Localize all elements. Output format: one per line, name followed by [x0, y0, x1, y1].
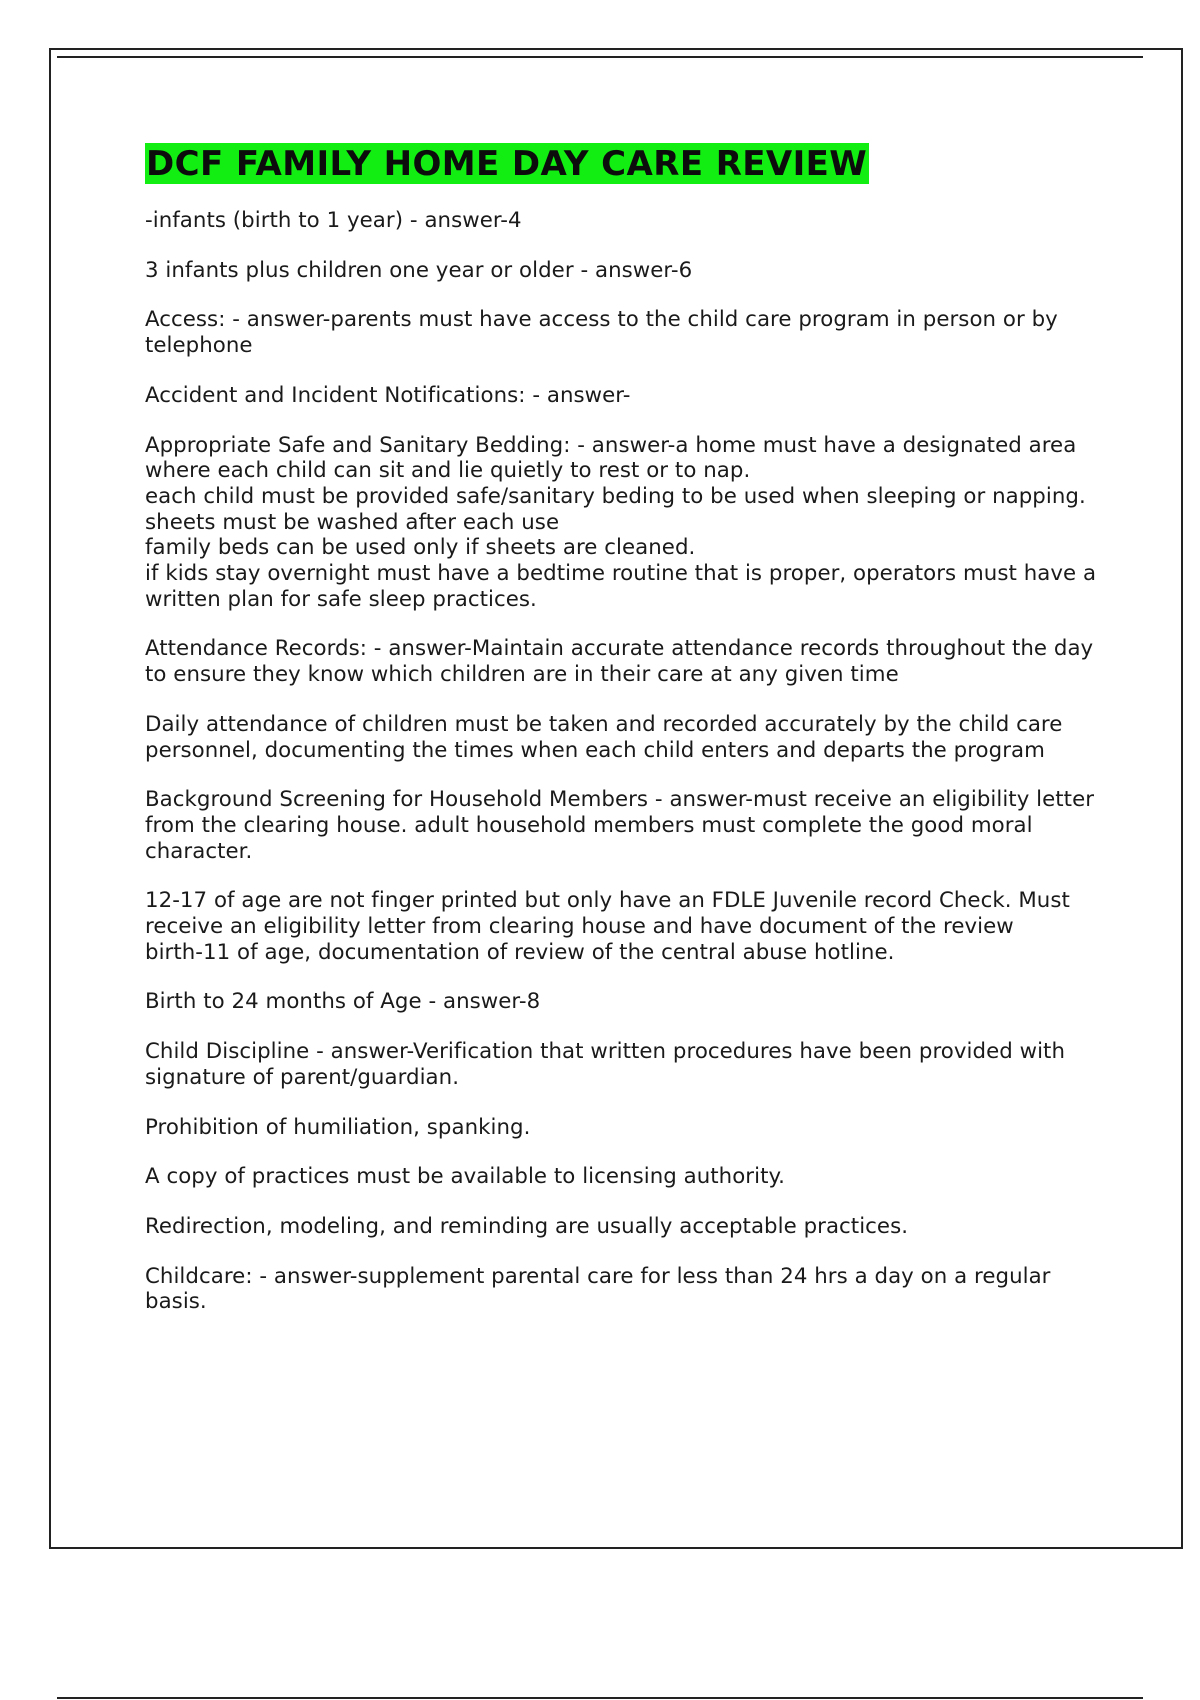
qa-entry: Attendance Records: - answer-Maintain accurate attendance records throughout the day to ensure they know which children are in their care at any given time	[145, 636, 1094, 688]
qa-entry: Prohibition of humiliation, spanking.	[145, 1114, 531, 1140]
document-title: DCF FAMILY HOME DAY CARE REVIEW	[146, 144, 868, 184]
qa-entry: Daily attendance of children must be taken and recorded accurately by the child care personnel, documenting the times when each child enters and departs the program	[145, 711, 1063, 763]
qa-entry: Redirection, modeling, and reminding are usually acceptable practices.	[145, 1213, 909, 1239]
qa-entry: 12-17 of age are not finger printed but only have an FDLE Juvenile record Check. Must receive an eligibility letter from clearing house and have document of the review birth-11 of age, documentation of review of the central abuse hotline.	[145, 888, 1070, 965]
qa-entry: Birth to 24 months of Age - answer-8	[145, 989, 541, 1015]
qa-entry: -infants (birth to 1 year) - answer-4	[145, 208, 522, 233]
qa-entry: Accident and Incident Notifications: - answer-	[145, 382, 631, 408]
qa-entry: 3 infants plus children one year or older - answer-6	[145, 257, 693, 283]
qa-entry: Child Discipline - answer-Verification that written procedures have been provided with signature of parent/guardian.	[145, 1039, 1065, 1090]
qa-entry: A copy of practices must be available to licensing authority.	[145, 1164, 785, 1190]
bottom-rule	[57, 1697, 1143, 1699]
qa-entry: Access: - answer-parents must have access to the child care program in person or by telephone	[145, 307, 1058, 359]
top-rule	[57, 56, 1143, 58]
qa-entry: Appropriate Safe and Sanitary Bedding: - answer-a home must have a designated area where each child can sit and lie quietly to rest or to nap. each child must be provided safe/sanitary beding to be used when sleeping or napping. sheets must be washed after each use family beds can be used only if sheets are cleaned. if kids stay overnight must have a bedtime routine that is proper, operators must have a written plan for safe sleep practices.	[145, 432, 1097, 612]
qa-entry: Background Screening for Household Members - answer-must receive an eligibility letter from the clearing house. adult household members must complete the good moral character.	[145, 787, 1095, 864]
qa-entry: Childcare: - answer-supplement parental care for less than 24 hrs a day on a regular basis.	[145, 1263, 1051, 1315]
document-body	[145, 143, 1100, 1339]
